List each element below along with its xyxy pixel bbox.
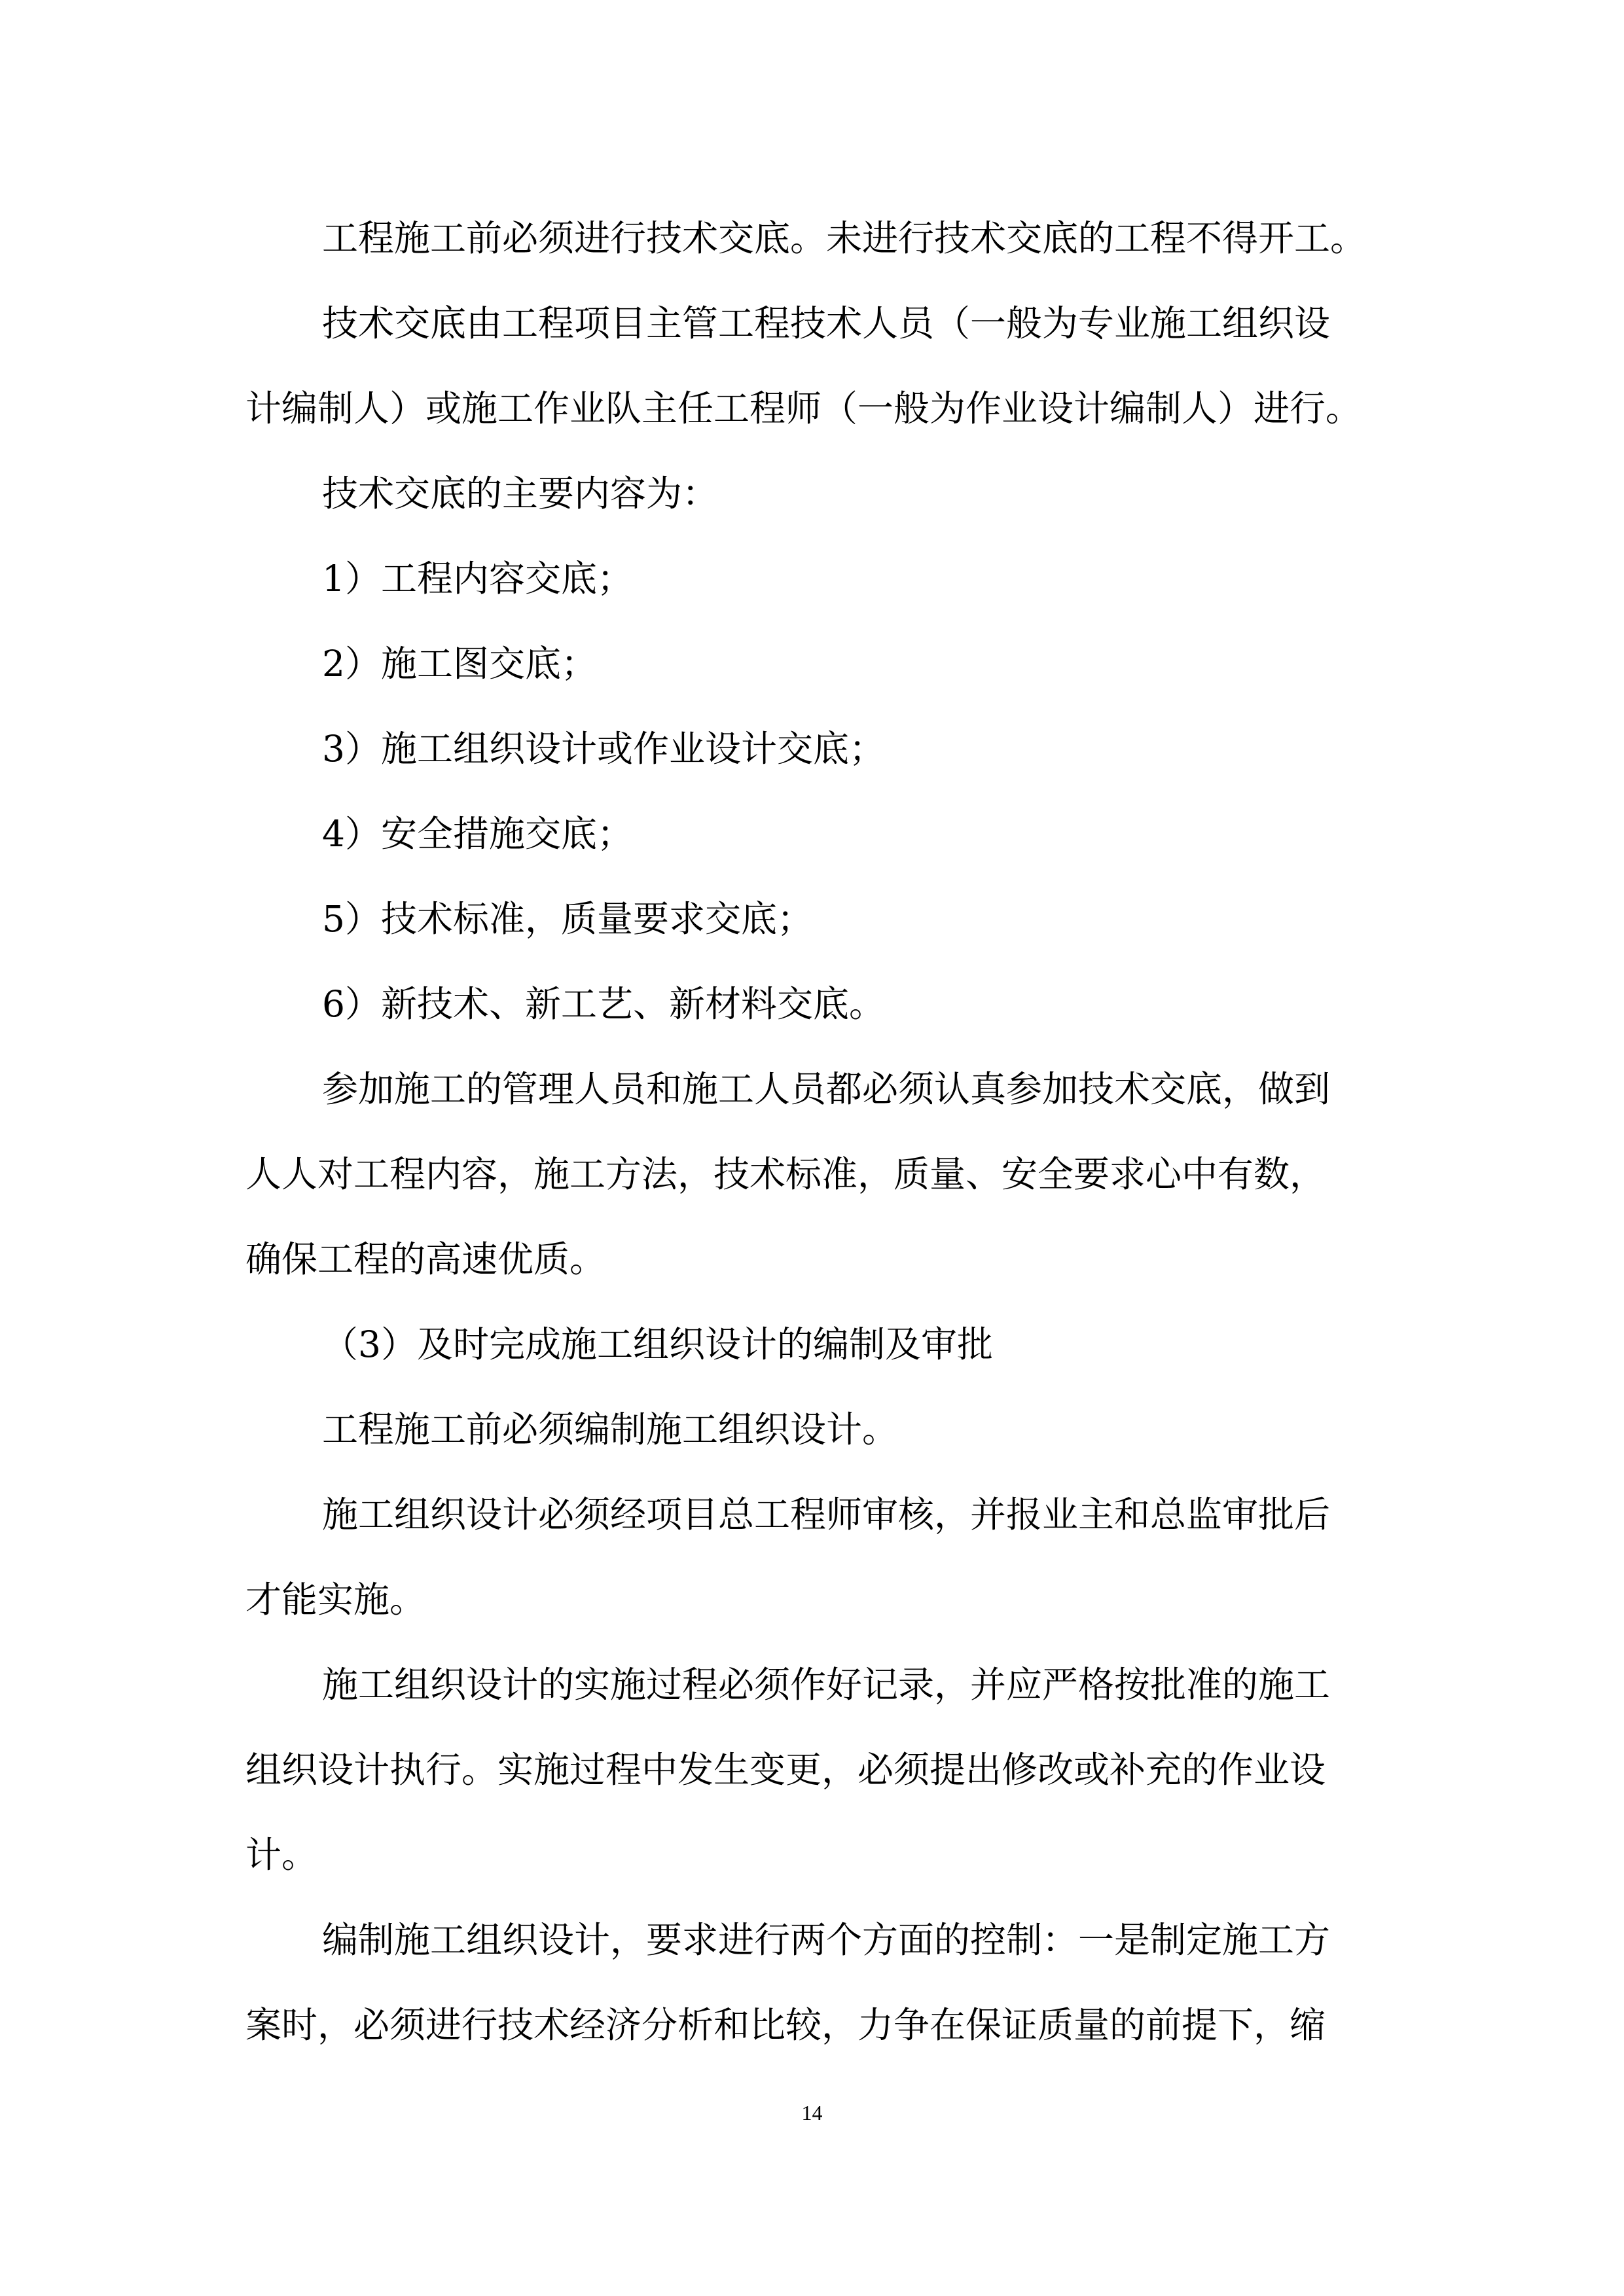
text-line: 计编制人）或施工作业队主任工程师（一般为作业设计编制人）进行。 xyxy=(245,387,1362,429)
text-line: 编制施工组织设计，要求进行两个方面的控制：一是制定施工方 xyxy=(322,1919,1331,1961)
text-line: 工程施工前必须进行技术交底。未进行技术交底的工程不得开工。 xyxy=(322,217,1367,259)
text-line: 2）施工图交底； xyxy=(322,643,597,685)
text-line: 参加施工的管理人员和施工人员都必须认真参加技术交底，做到 xyxy=(322,1068,1331,1110)
text-line: 5）技术标准，质量要求交底； xyxy=(322,898,813,940)
text-line: 计。 xyxy=(245,1834,318,1876)
text-line: 组织设计执行。实施过程中发生变更，必须提出修改或补充的作业设 xyxy=(245,1749,1326,1791)
text-line: 人人对工程内容，施工方法，技术标准，质量、安全要求心中有数， xyxy=(245,1153,1326,1195)
text-line: 4）安全措施交底； xyxy=(322,813,633,855)
text-line: 技术交底由工程项目主管工程技术人员（一般为专业施工组织设 xyxy=(322,302,1331,344)
text-line: 案时，必须进行技术经济分析和比较，力争在保证质量的前提下，缩 xyxy=(245,2004,1326,2046)
text-line: 6）新技术、新工艺、新材料交底。 xyxy=(322,983,885,1025)
text-line: 工程施工前必须编制施工组织设计。 xyxy=(322,1408,899,1450)
text-line: 1）工程内容交底； xyxy=(322,558,633,600)
text-line: 才能实施。 xyxy=(245,1579,426,1621)
text-line: 3）施工组织设计或作业设计交底； xyxy=(322,728,885,770)
document-body xyxy=(245,196,1411,2068)
text-line: 施工组织设计必须经项目总工程师审核，并报业主和总监审批后 xyxy=(322,1494,1331,1535)
text-line: 确保工程的高速优质。 xyxy=(245,1238,606,1280)
text-line: 施工组织设计的实施过程必须作好记录，并应严格按批准的施工 xyxy=(322,1664,1331,1706)
text-line: （3）及时完成施工组织设计的编制及审批 xyxy=(322,1323,993,1365)
text-line: 技术交底的主要内容为： xyxy=(322,473,719,514)
page-number: 14 xyxy=(801,2101,823,2125)
